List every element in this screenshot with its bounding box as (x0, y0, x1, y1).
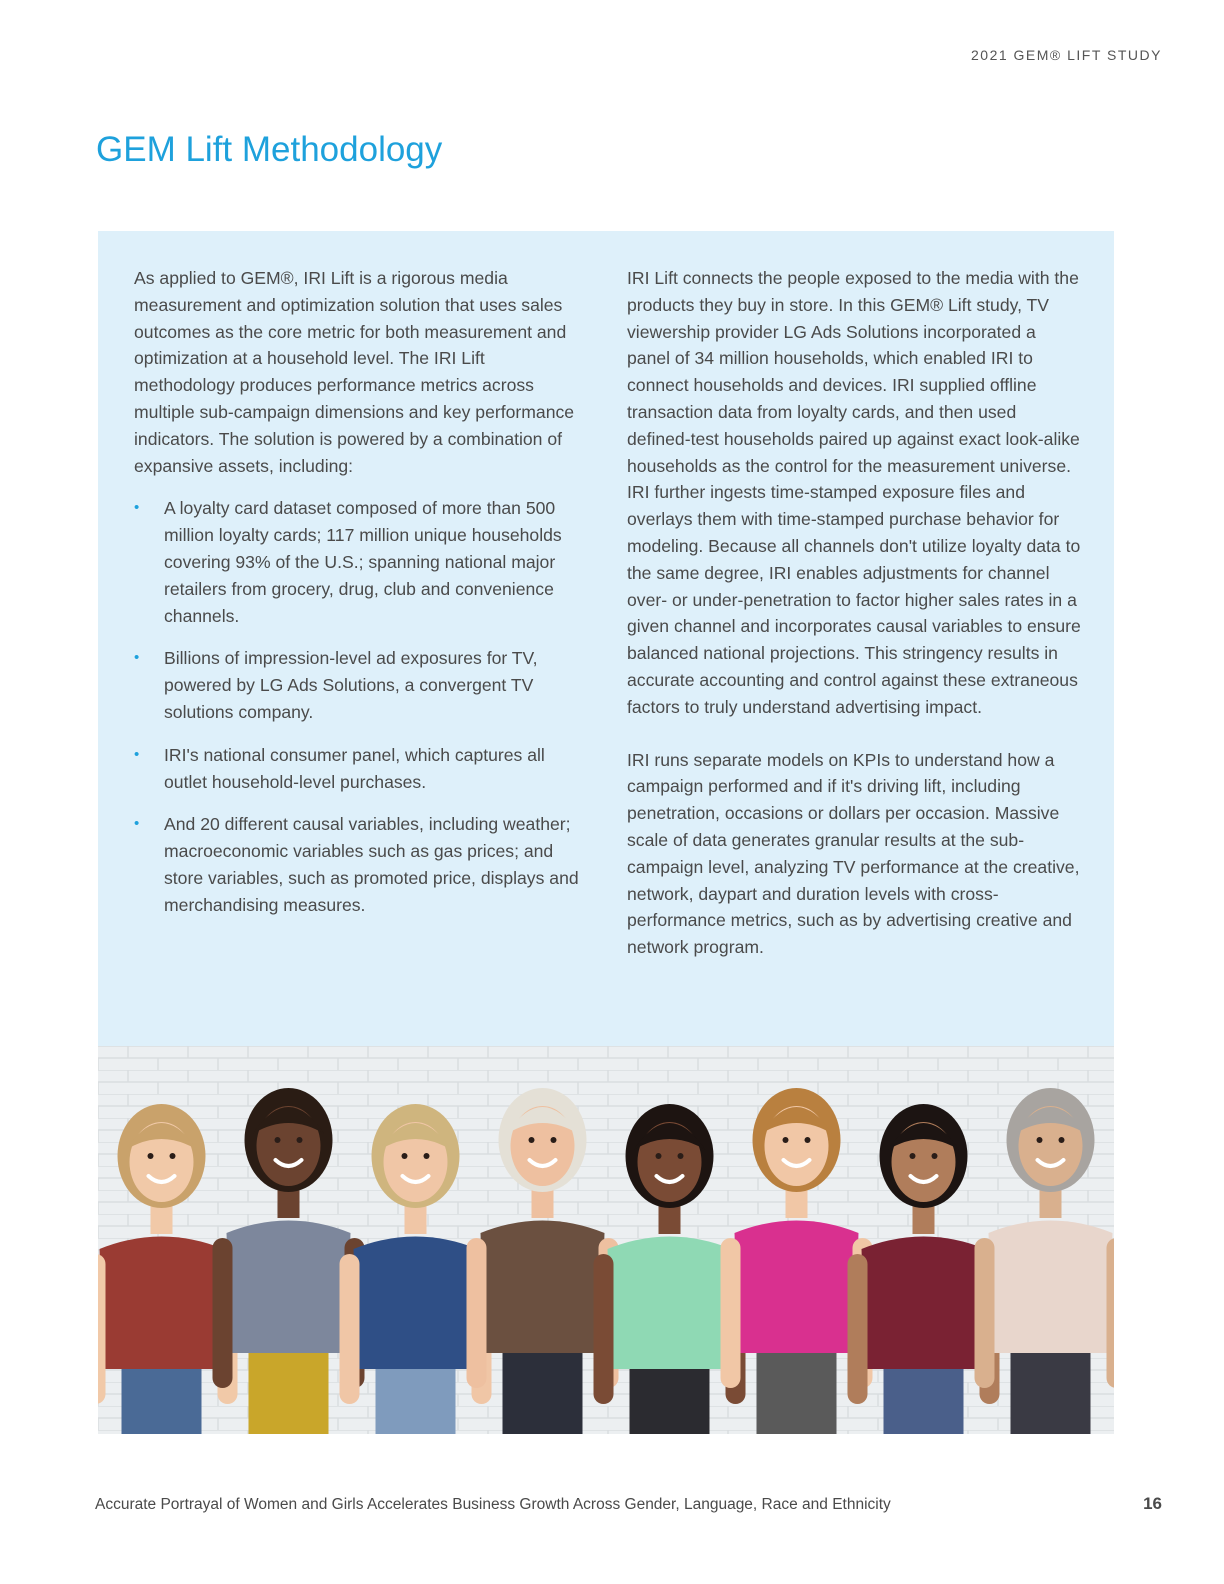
footer-text: Accurate Portrayal of Women and Girls Accelerates Business Growth Across Gender, Language, Race and Ethnicity (95, 1496, 891, 1513)
group-photo (98, 1046, 1114, 1434)
page-number: 16 (1143, 1494, 1162, 1513)
right-paragraph-2: IRI runs separate models on KPIs to understand how a campaign performed and if it's driving lift, including penetration, occasions or dollars per occasion. Massive scale of data generates granular results at the sub-campaign level, analyzing TV performance at the creative, network, daypart and duration levels with cross-performance metrics, such as by advertising creative and network program. (627, 749, 1080, 958)
right-column (627, 265, 1082, 961)
list-item-text: Billions of impression-level ad exposures for TV, powered by LG Ads Solutions, a convergent TV solutions company. (164, 648, 538, 722)
page-title: GEM Lift Methodology (96, 130, 443, 169)
list-item-text: A loyalty card dataset composed of more than 500 million loyalty cards; 117 million unique households covering 93% of the U.S.; spanning national major retailers from grocery, drug, club and convenience channels. (164, 498, 562, 626)
left-column (134, 265, 589, 935)
bullet-icon: • (134, 649, 140, 667)
right-paragraph-1: IRI Lift connects the people exposed to the media with the products they buy in store. In this GEM® Lift study, TV viewership provider LG Ads Solutions incorporated a panel of 34 million households, which enabled IRI to connect households and devices. IRI supplied offline transaction data from loyalty cards, and then used defined-test households paired up against exact look-alike households as the control for the measurement universe. IRI further ingests time-stamped exposure files and overlays them with time-stamped purchase behavior for modeling. Because all channels don't utilize loyalty data to the same degree, IRI enables adjustments for channel over- or under-penetration to factor higher sales rates in a given channel and incorporates causal variables to ensure balanced national projections. This stringency results in accurate accounting and control against these extraneous factors to truly understand advertising impact. (627, 268, 1081, 717)
list-item-text: And 20 different causal variables, including weather; macroeconomic variables such as gas prices; and store variables, such as promoted price, displays and merchandising measures. (164, 814, 579, 915)
list-item (134, 645, 589, 725)
bullet-icon: • (134, 815, 140, 833)
list-item-text: IRI's national consumer panel, which captures all outlet household-level purchases. (164, 744, 545, 792)
list-item (134, 811, 589, 918)
intro-paragraph: As applied to GEM®, IRI Lift is a rigorous media measurement and optimization solution that uses sales outcomes as the core metric for both measurement and optimization at a household level. The IRI Lift methodology produces performance metrics across multiple sub-campaign dimensions and key performance indicators. The solution is powered by a combination of expansive assets, including: (134, 268, 575, 476)
running-header: 2021 GEM® LIFT STUDY (971, 47, 1162, 63)
asset-list (134, 495, 589, 918)
list-item (134, 742, 589, 796)
bullet-icon: • (134, 745, 140, 763)
methodology-panel (98, 231, 1114, 1046)
group-photo-illustration (98, 1046, 1114, 1434)
bullet-icon: • (134, 499, 140, 517)
list-item (134, 495, 589, 629)
